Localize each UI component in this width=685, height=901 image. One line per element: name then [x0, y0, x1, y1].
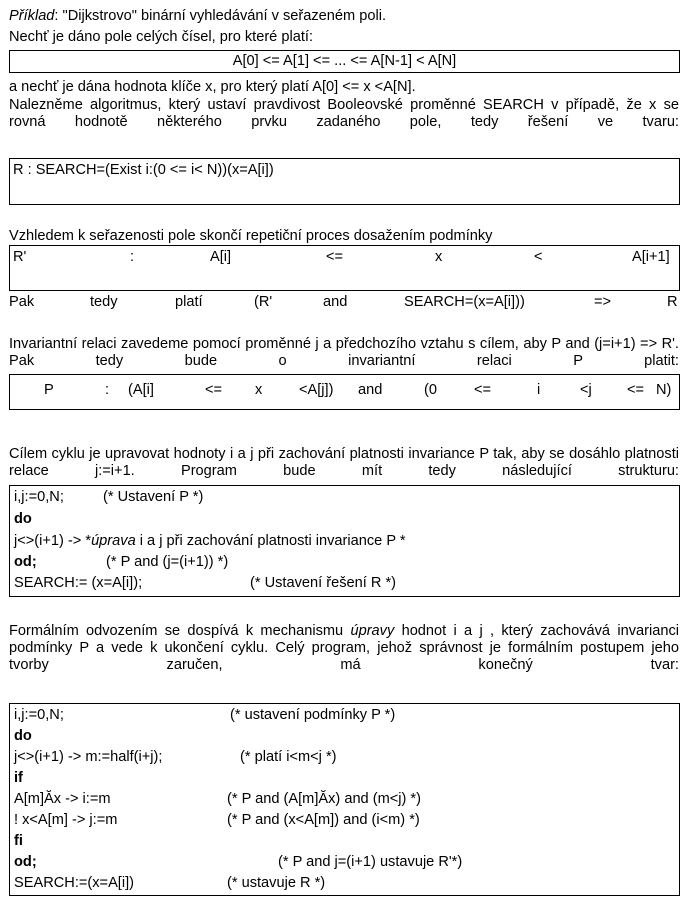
key-condition-line: a nechť je dána hodnota klíče x, pro který platí A[0] <= x <A[N].: [9, 79, 416, 95]
pak-token-3: platí: [175, 294, 203, 310]
final-code-2: do: [14, 728, 32, 744]
algorithm-paragraph: Nalezněme algoritmus, který ustaví pravdivost Booleovské proměnné SEARCH v případě, že x se rovná hodnotě některého prvku zadaného pole, tedy řešení ve tvaru:: [9, 97, 679, 130]
array-condition-box: [9, 50, 680, 73]
token-colon: :: [130, 249, 135, 265]
pak-token-8: R: [667, 294, 678, 310]
pak-token-4: (R': [254, 294, 273, 310]
inv-token: <=: [474, 382, 492, 398]
token-lt: <: [534, 249, 543, 265]
inv-token: <=: [627, 382, 645, 398]
final-code-7: fi: [14, 833, 23, 849]
final-code-3: j<>(i+1) -> m:=half(i+j);: [14, 749, 163, 765]
inv-token: (0: [424, 382, 437, 398]
final-comment-6: (* P and (x<A[m]) and (i<m) *): [227, 812, 420, 828]
final-comment-1: (* ustavení podmínky P *): [230, 707, 396, 723]
final-code-9: SEARCH:=(x=A[i]): [14, 875, 135, 891]
final-code-8: od;: [14, 854, 37, 870]
final-comment-8: (* P and j=(i+1) ustavuje R'*): [278, 854, 463, 870]
example-title: : "Dijkstrovo" binární vyhledávání v seřazeném poli.: [54, 8, 386, 24]
example-label: Příklad: [9, 8, 55, 24]
token-ai: A[i]: [210, 249, 232, 265]
final-code-6: ! x<A[m] -> j:=m: [14, 812, 118, 828]
token-le: <=: [326, 249, 344, 265]
pak-token-5: and: [323, 294, 348, 310]
token-x: x: [435, 249, 443, 265]
inv-token: N): [656, 382, 672, 398]
token-r-prime: R': [13, 249, 27, 265]
final-program-box: [9, 703, 680, 896]
inv-token: <A[j]): [299, 382, 334, 398]
final-code-5: A[m]Ăx -> i:=m: [14, 791, 111, 807]
repetition-line: Vzhledem k seřazenosti pole skončí repetiční proces dosažením podmínky: [9, 228, 493, 244]
inv-token: :: [105, 382, 110, 398]
inv-token: <=: [205, 382, 223, 398]
example-heading: [9, 8, 386, 25]
pak-token-7: =>: [594, 294, 612, 310]
solution-formula: R : SEARCH=(Exist i:(0 <= i< N))(x=A[i]): [13, 162, 274, 178]
termination-condition-box: [9, 245, 680, 291]
final-code-4: if: [14, 770, 23, 786]
final-code-1: i,j:=0,N;: [14, 707, 64, 723]
inv-token: i: [537, 382, 541, 398]
pak-token-2: tedy: [90, 294, 118, 310]
invariant-box: [9, 374, 680, 410]
structure-code-box: [9, 485, 680, 597]
code-comment-5: (* Ustavení řešení R *): [250, 575, 396, 591]
code-comment-4: (* P and (j=(i+1)) *): [106, 554, 229, 570]
final-comment-3: (* platí i<m<j *): [240, 749, 337, 765]
invariant-paragraph: Invariantní relaci zavedeme pomocí proměnné j a předchozího vztahu s cílem, aby P and (j=i+1) => R'. Pak tedy bude o invariantní relaci P platit:: [9, 336, 679, 369]
code-line-3: j<>(i+1) -> *úprava i a j při zachování platnosti invariance P *: [14, 533, 406, 549]
solution-box: [9, 158, 680, 205]
code-line-5: SEARCH:= (x=A[i]);: [14, 575, 143, 591]
inv-token: <j: [580, 382, 592, 398]
code-line-4: od;: [14, 554, 37, 570]
final-comment-9: (* ustavuje R *): [227, 875, 326, 891]
token-ai1: A[i+1]: [632, 249, 670, 265]
inv-token: (A[i]: [128, 382, 154, 398]
pak-token-1: Pak: [9, 294, 35, 310]
inv-token: and: [358, 382, 383, 398]
final-comment-5: (* P and (A[m]Ăx) and (m<j) *): [227, 791, 421, 807]
code-line-1: i,j:=0,N;: [14, 489, 64, 505]
inv-token: P: [44, 382, 54, 398]
code-line-2: do: [14, 511, 32, 527]
array-condition: A[0] <= A[1] <= ... <= A[N-1] < A[N]: [232, 53, 457, 69]
pak-token-6: SEARCH=(x=A[i])): [404, 294, 525, 310]
formal-paragraph: Formálním odvozením se dospívá k mechanismu úpravy hodnot i a j , který zachovává invarianci podmínky P a vede k ukončení cyklu. Celý program, jehož správnost je formálním postupem jeho tvorby zaručen, má konečný tvar:: [9, 623, 679, 673]
inv-token: x: [255, 382, 263, 398]
cycle-paragraph: Cílem cyklu je upravovat hodnoty i a j při zachování platnosti invariance P tak, aby se dosáhlo platnosti relace j:=i+1. Program bude mít tedy následující strukturu:: [9, 446, 679, 479]
code-comment-1: (* Ustavení P *): [103, 489, 204, 505]
intro-line: Nechť je dáno pole celých čísel, pro které platí:: [9, 29, 313, 45]
